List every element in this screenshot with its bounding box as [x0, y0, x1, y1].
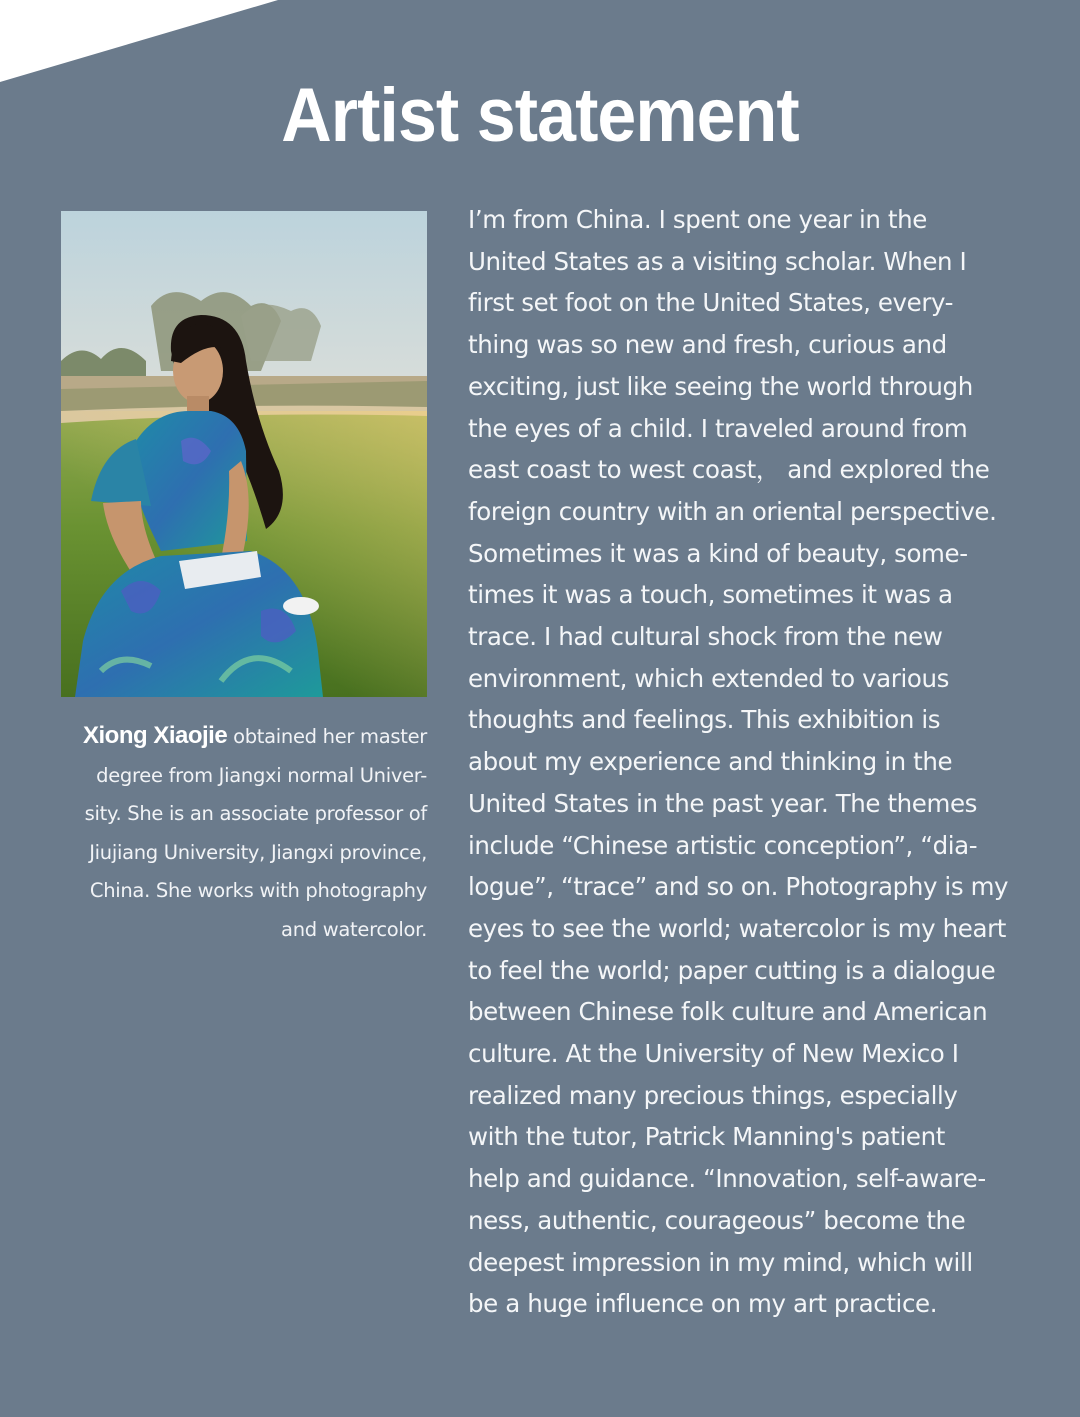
- statement-line: United States as a visiting scholar. When I: [468, 246, 967, 276]
- bio-line: Jiujiang University, Jiangxi province,: [89, 840, 427, 864]
- statement-line: include “Chinese artistic conception”, “dia-: [468, 830, 978, 860]
- statement-line: United States in the past year. The themes: [468, 788, 977, 818]
- artist-portrait-photo: [61, 211, 427, 697]
- statement-line: logue”, “trace” and so on. Photography is my: [468, 872, 1009, 902]
- statement-line: eyes to see the world; watercolor is my heart: [468, 913, 1006, 943]
- statement-line: I’m from China. I spent one year in the: [468, 205, 927, 234]
- statement-line: east coast to west coast， and explored the: [468, 455, 990, 485]
- statement-line: foreign country with an oriental perspective.: [468, 496, 997, 526]
- statement-line: between Chinese folk culture and American: [468, 997, 988, 1027]
- statement-line: the eyes of a child. I traveled around from: [468, 413, 968, 443]
- statement-line: thing was so new and fresh, curious and: [468, 330, 947, 360]
- statement-line: first set foot on the United States, every-: [468, 288, 954, 318]
- bio-line: and watercolor.: [281, 917, 427, 941]
- statement-line: deepest impression in my mind, which will: [468, 1247, 973, 1277]
- statement-line: with the tutor, Patrick Manning's patient: [468, 1122, 945, 1152]
- artist-bio: [50, 717, 427, 949]
- statement-line: environment, which extended to various: [468, 663, 949, 693]
- bio-line: degree from Jiangxi normal Univer-: [96, 763, 427, 787]
- statement-line: about my experience and thinking in the: [468, 747, 953, 777]
- statement-line: ness, authentic, courageous” become the: [468, 1205, 966, 1235]
- statement-line: to feel the world; paper cutting is a dialogue: [468, 955, 996, 985]
- statement-line: culture. At the University of New Mexico I: [468, 1039, 959, 1069]
- page-title: Artist statement: [281, 73, 799, 158]
- bio-line: [50, 717, 427, 757]
- statement-line: Sometimes it was a kind of beauty, some-: [468, 538, 968, 568]
- statement-line: thoughts and feelings. This exhibition is: [468, 705, 941, 735]
- bio-text: obtained her master: [227, 725, 427, 748]
- artist-name: Xiong Xiaojie: [83, 722, 228, 749]
- statement-line: be a huge influence on my art practice.: [468, 1289, 938, 1319]
- statement-line: help and guidance. “Innovation, self-aware-: [468, 1164, 986, 1194]
- statement-line: times it was a touch, sometimes it was a: [468, 580, 953, 610]
- bio-line: China. She works with photography: [89, 879, 427, 902]
- statement-line: exciting, just like seeing the world through: [468, 371, 973, 401]
- statement-line: realized many precious things, especially: [468, 1080, 958, 1110]
- statement-line: trace. I had cultural shock from the new: [468, 622, 943, 652]
- bio-line: sity. She is an associate professor of: [84, 802, 427, 825]
- statement-text: [468, 199, 1048, 1325]
